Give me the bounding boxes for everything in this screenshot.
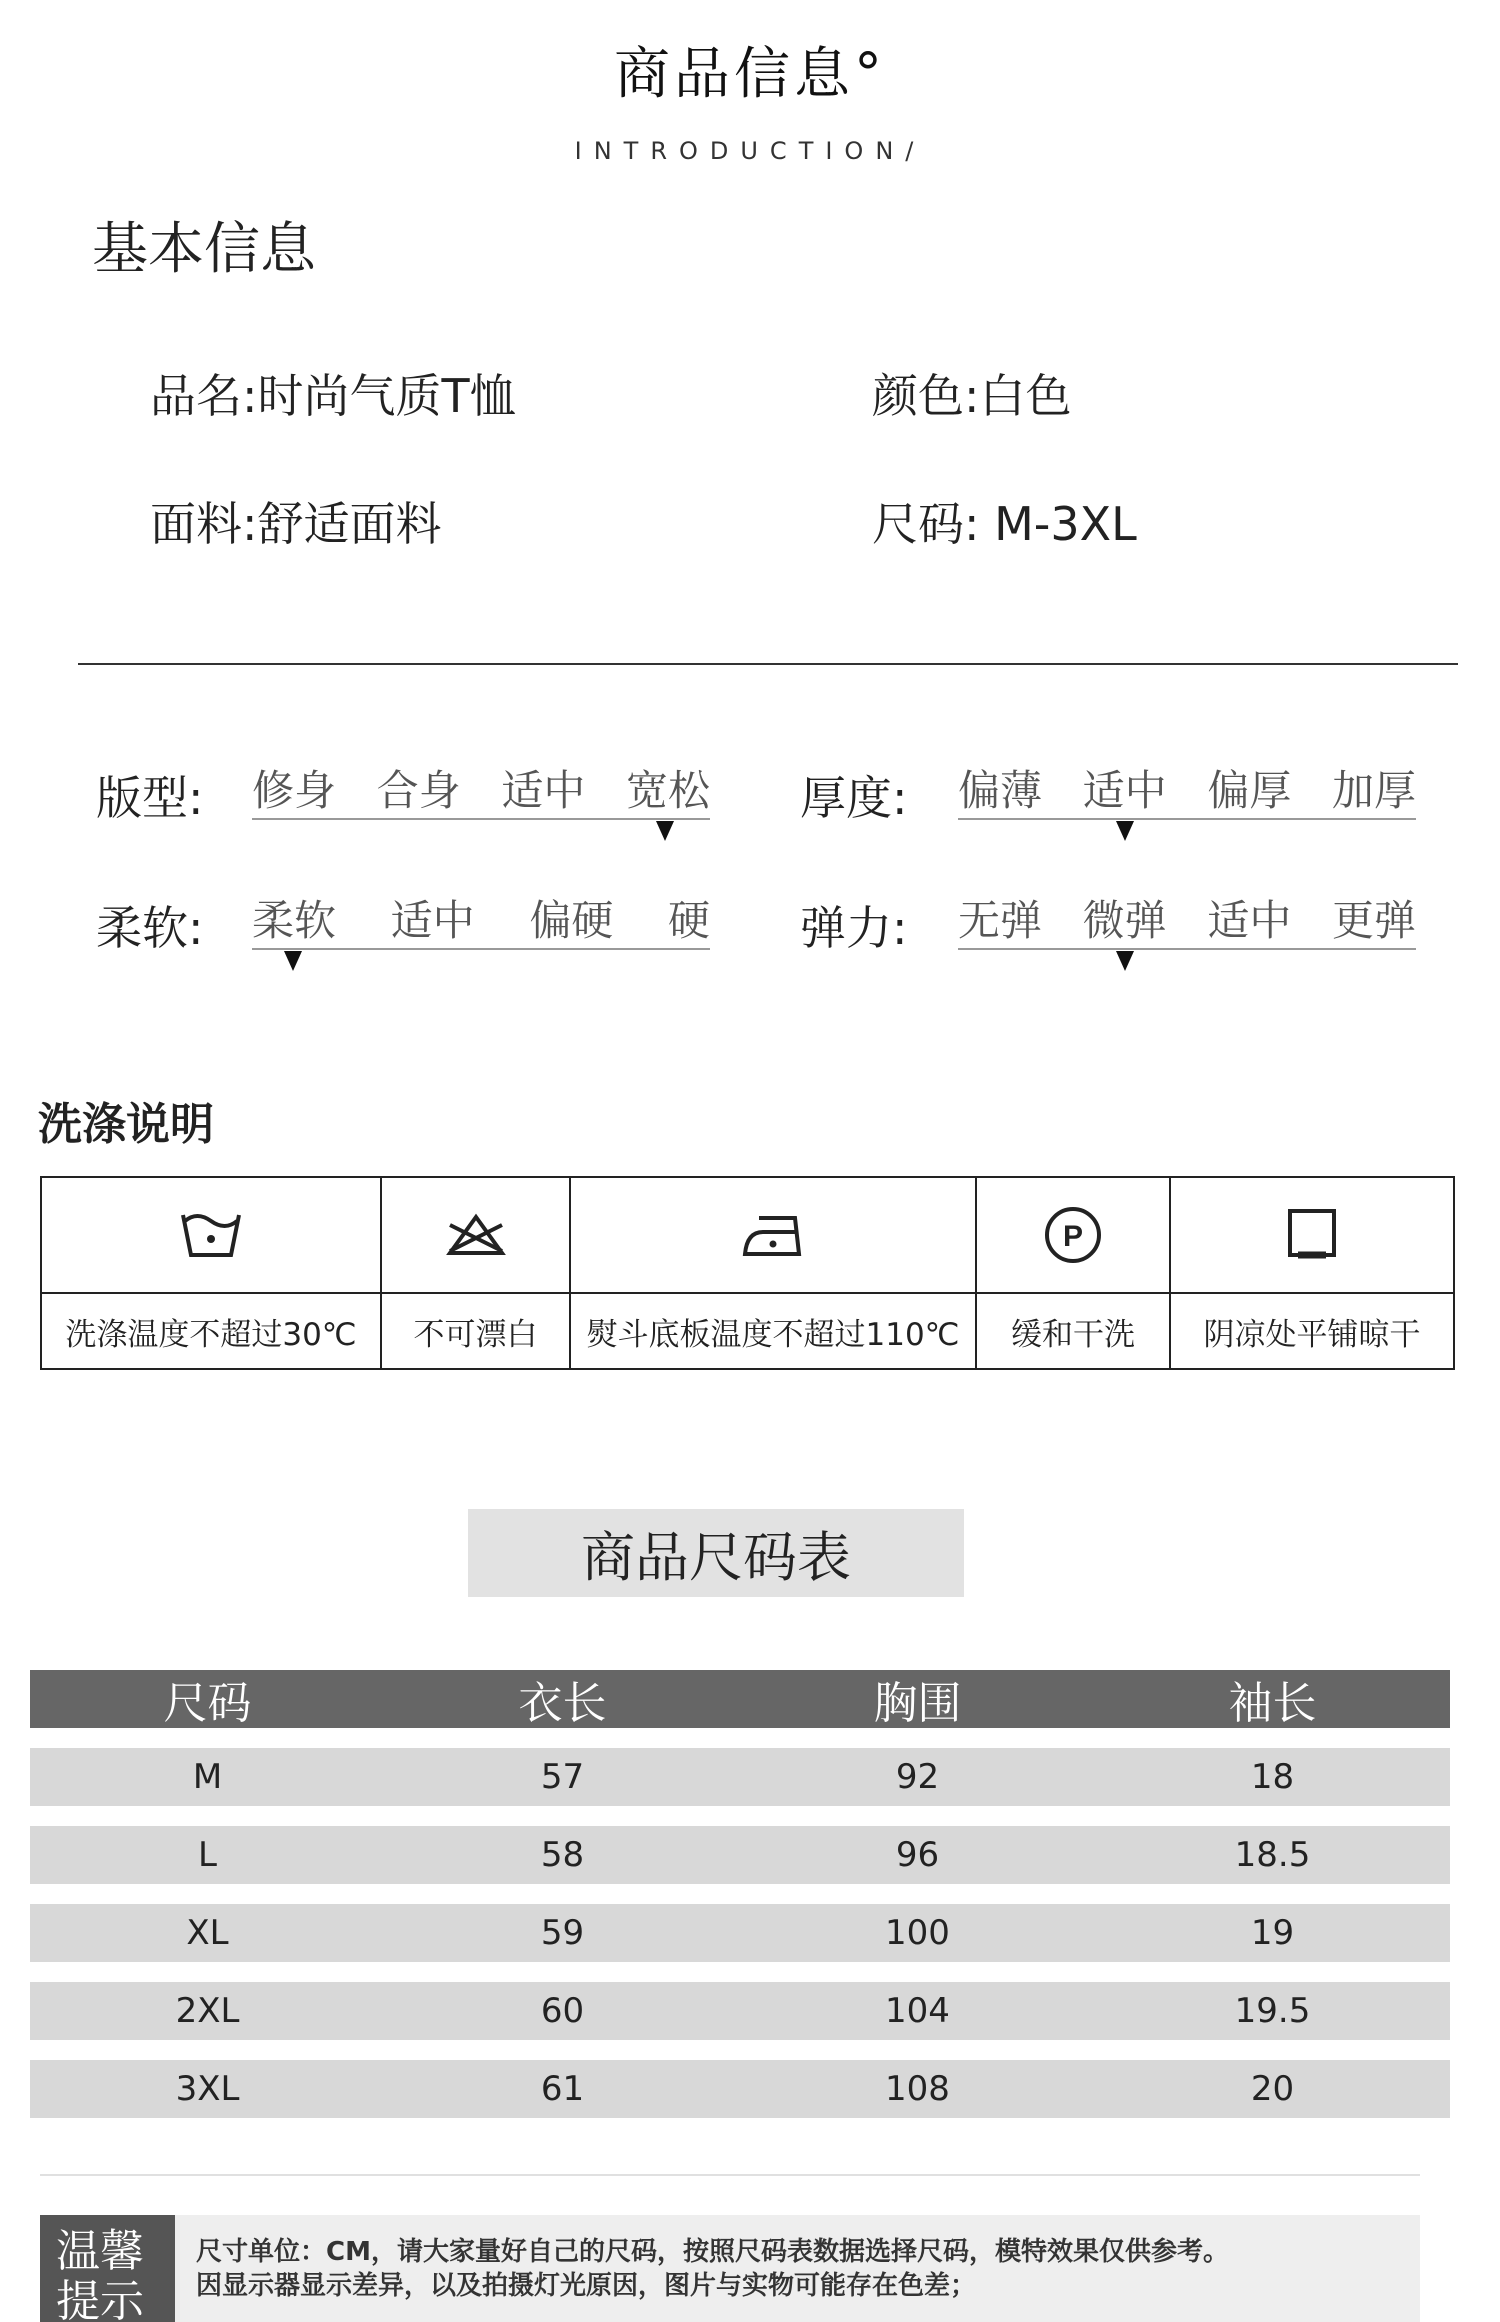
table-cell: M [192, 1757, 223, 1797]
scale-line [958, 818, 1416, 820]
table-cell: 108 [885, 2069, 950, 2109]
table-cell: 19 [1250, 1913, 1295, 1953]
wash-text: 熨斗底板温度不超过110℃ [586, 1316, 960, 1353]
selected-marker-icon [656, 821, 674, 841]
elasticity-option: 微弹 [1082, 896, 1167, 945]
page-subtitle: INTRODUCTION/ [574, 137, 926, 165]
selected-marker-icon [1116, 821, 1134, 841]
wash-text: 阴凉处平铺晾干 [1203, 1316, 1421, 1353]
table-cell: 57 [540, 1757, 585, 1797]
scale-line [252, 948, 710, 950]
size-chart-title: 商品尺码表 [468, 1509, 964, 1597]
elasticity-option: 更弹 [1331, 896, 1416, 945]
column-header: 衣长 [518, 1678, 607, 1729]
tips-badge: 温馨提示 [40, 2215, 175, 2322]
product-fabric: 面料:舒适面料 [150, 497, 442, 551]
table-cell: 18.5 [1234, 1835, 1311, 1875]
table-cell: 18 [1250, 1757, 1295, 1797]
wash-item [42, 1178, 382, 1368]
softness-scale [252, 888, 710, 958]
fit-option: 适中 [501, 766, 586, 815]
softness-option: 柔软 [252, 896, 337, 945]
wash-item [1171, 1178, 1453, 1368]
thickness-option: 适中 [1082, 766, 1167, 815]
wash-item [571, 1178, 977, 1368]
table-row [30, 1904, 1450, 1962]
table-cell: XL [186, 1913, 229, 1953]
softness-label: 柔软: [96, 901, 204, 955]
dry-clean-p-icon [977, 1178, 1169, 1294]
wash-item [977, 1178, 1171, 1368]
fit-option: 宽松 [625, 766, 710, 815]
table-row [30, 1982, 1450, 2040]
size-table-header [30, 1670, 1450, 1728]
selected-marker-icon [284, 951, 302, 971]
product-name: 品名:时尚气质T恤 [150, 369, 516, 423]
wash-text: 洗涤温度不超过30℃ [65, 1316, 357, 1353]
column-header: 袖长 [1228, 1678, 1317, 1729]
dry-flat-shade-icon [1171, 1178, 1453, 1294]
table-cell: 100 [885, 1913, 950, 1953]
table-cell: 19.5 [1234, 1991, 1311, 2031]
column-header: 胸围 [873, 1678, 962, 1729]
elasticity-option: 无弹 [958, 896, 1043, 945]
fit-scale [252, 758, 710, 828]
basic-info-heading: 基本信息 [92, 217, 316, 282]
fit-option: 合身 [376, 766, 461, 815]
fit-option: 修身 [252, 766, 337, 815]
product-color: 颜色:白色 [872, 369, 1072, 423]
table-cell: 92 [895, 1757, 940, 1797]
scale-line [958, 948, 1416, 950]
table-row [30, 2060, 1450, 2118]
table-cell: L [198, 1835, 217, 1875]
svg-text:P: P [1062, 1220, 1084, 1253]
wash-30-icon [42, 1178, 380, 1294]
elasticity-label: 弹力: [800, 901, 908, 955]
thickness-option: 偏薄 [958, 766, 1043, 815]
table-cell: 58 [540, 1835, 585, 1875]
tips-line: 尺寸单位：CM，请大家量好自己的尺码，按照尺码表数据选择尺码，模特效果仅供参考。 [196, 2237, 1229, 2267]
tips-text [196, 2235, 1229, 2303]
elasticity-option: 适中 [1207, 896, 1292, 945]
softness-option: 偏硬 [529, 896, 614, 945]
scale-line [252, 818, 710, 820]
footer-divider [40, 2174, 1420, 2176]
table-cell: 2XL [175, 1991, 240, 2031]
wash-text: 不可漂白 [413, 1316, 538, 1353]
thickness-option: 加厚 [1331, 766, 1416, 815]
table-row [30, 1748, 1450, 1806]
wash-item [382, 1178, 571, 1368]
table-cell: 60 [540, 1991, 585, 2031]
table-cell: 61 [540, 2069, 585, 2109]
table-cell: 59 [540, 1913, 585, 1953]
thickness-option: 偏厚 [1207, 766, 1292, 815]
table-cell: 3XL [175, 2069, 240, 2109]
selected-marker-icon [1116, 951, 1134, 971]
softness-option: 适中 [390, 896, 475, 945]
elasticity-scale [958, 888, 1416, 958]
washing-table [40, 1176, 1455, 1370]
thickness-label: 厚度: [800, 771, 908, 825]
iron-icon [571, 1178, 975, 1294]
product-size-range: 尺码: M-3XL [872, 497, 1137, 551]
softness-option: 硬 [667, 896, 710, 945]
tips-line: 因显示器显示差异，以及拍摄灯光原因，图片与实物可能存在色差； [196, 2271, 977, 2301]
washing-heading: 洗涤说明 [38, 1099, 214, 1150]
thickness-scale [958, 758, 1416, 828]
wash-text: 缓和干洗 [1011, 1316, 1135, 1353]
table-cell: 104 [885, 1991, 950, 2031]
table-cell: 96 [895, 1835, 940, 1875]
table-row [30, 1826, 1450, 1884]
page-title: 商品信息° [614, 42, 886, 107]
fit-label: 版型: [96, 771, 204, 825]
column-header: 尺码 [163, 1678, 252, 1729]
table-cell: 20 [1250, 2069, 1295, 2109]
section-divider [78, 663, 1458, 665]
no-bleach-icon [382, 1178, 569, 1294]
